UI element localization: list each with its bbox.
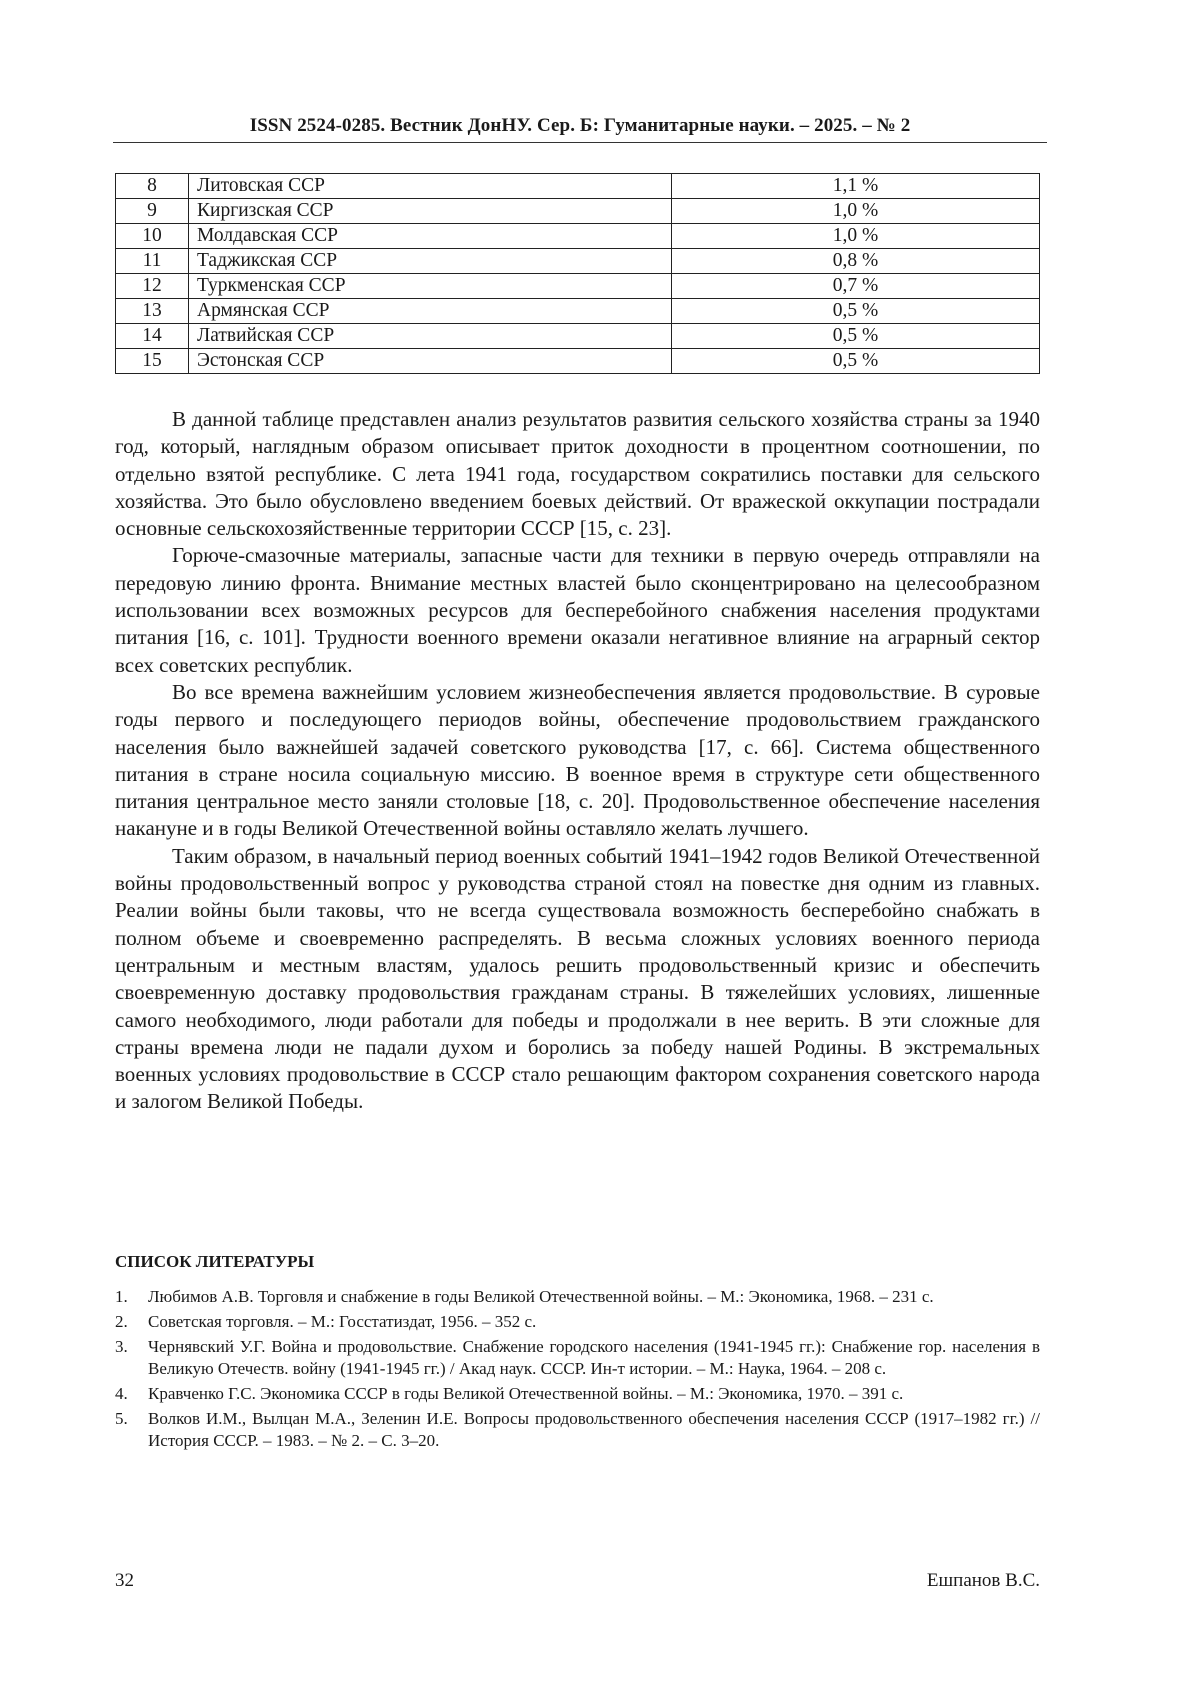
- row-number: 12: [116, 274, 189, 299]
- reference-number: 5.: [115, 1409, 128, 1428]
- republic-share-table: [115, 173, 1040, 374]
- reference-text: Чернявский У.Г. Война и продовольствие. Снабжение городского населения (1941-1945 гг.): Снабжение гор. населения в Великую Отечеств. войну (1941-1945 гг.) / Акад наук. СССР. Ин-т истории. – М.: Наука, 1964. – 208 с.: [148, 1337, 1040, 1378]
- share-value: 1,0 %: [672, 199, 1040, 224]
- table-row: [116, 199, 1040, 224]
- paragraph: Таким образом, в начальный период военных событий 1941–1942 годов Великой Отечественной войны продовольственный вопрос у руководства страной стоял на повестке дня одним из главных. Реалии войны были таковы, что не всегда существовала возможность бесперебойно снабжать в полном объеме и своевременно распределять. В весьма сложных условиях военного периода центральным и местным властям, удалось решить продовольственный кризис и обеспечить своевременную доставку продовольствия гражданам страны. В тяжелейших условиях, лишенные самого необходимого, люди работали для победы и продолжали в нее верить. В эти сложные для страны времена люди не падали духом и боролись за победу нашей Родины. В экстремальных военных условиях продовольствие в СССР стало решающим фактором сохранения советского народа и залогом Великой Победы.: [115, 843, 1040, 1114]
- republic-name: Эстонская ССР: [189, 349, 672, 374]
- table-row: [116, 299, 1040, 324]
- table-row: [116, 224, 1040, 249]
- footer-author: Ешпанов В.С.: [926, 1570, 1040, 1591]
- row-number: 8: [116, 174, 189, 199]
- reference-text: Волков И.М., Вылцан М.А., Зеленин И.Е. Вопросы продовольственного обеспечения населения СССР (1917–1982 гг.) // История СССР. – 1983. – № 2. – С. 3–20.: [148, 1409, 1040, 1450]
- republic-name: Армянская ССР: [189, 299, 672, 324]
- row-number: 14: [116, 324, 189, 349]
- row-number: 10: [116, 224, 189, 249]
- references-heading: СПИСОК ЛИТЕРАТУРЫ: [115, 1252, 315, 1271]
- reference-text: Любимов А.В. Торговля и снабжение в годы Великой Отечественной войны. – М.: Экономика, 1968. – 231 с.: [148, 1287, 934, 1306]
- republic-name: Латвийская ССР: [189, 324, 672, 349]
- share-value: 1,0 %: [672, 224, 1040, 249]
- table-row: [116, 274, 1040, 299]
- reference-item: [115, 1383, 1040, 1405]
- row-number: 15: [116, 349, 189, 374]
- table-row: [116, 349, 1040, 374]
- republic-name: Туркменская ССР: [189, 274, 672, 299]
- reference-item: [115, 1336, 1040, 1380]
- reference-number: 1.: [115, 1287, 128, 1306]
- reference-item: [115, 1311, 1040, 1333]
- page-number: 32: [115, 1570, 134, 1591]
- reference-number: 2.: [115, 1312, 128, 1331]
- row-number: 11: [116, 249, 189, 274]
- share-value: 0,5 %: [672, 324, 1040, 349]
- share-value: 0,5 %: [672, 299, 1040, 324]
- republic-name: Литовская ССР: [189, 174, 672, 199]
- reference-item: [115, 1408, 1040, 1452]
- republic-name: Киргизская ССР: [189, 199, 672, 224]
- reference-item: [115, 1286, 1040, 1308]
- paragraph: Горюче-смазочные материалы, запасные части для техники в первую очередь отправляли на передовую линию фронта. Внимание местных властей было сконцентрировано на целесообразном использовании всех возможных ресурсов для бесперебойного снабжения населения продуктами питания [16, с. 101]. Трудности военного времени оказали негативное влияние на аграрный сектор всех советских республик.: [115, 543, 1040, 677]
- reference-text: Советская торговля. – М.: Госстатиздат, 1956. – 352 с.: [148, 1312, 537, 1331]
- share-value: 0,5 %: [672, 349, 1040, 374]
- row-number: 13: [116, 299, 189, 324]
- reference-number: 4.: [115, 1384, 128, 1403]
- share-value: 0,8 %: [672, 249, 1040, 274]
- references-list: [115, 1286, 1040, 1455]
- republic-name: Молдавская ССР: [189, 224, 672, 249]
- table-row: [116, 174, 1040, 199]
- share-value: 0,7 %: [672, 274, 1040, 299]
- paragraph: Во все времена важнейшим условием жизнеобеспечения является продовольствие. В суровые годы первого и последующего периодов войны, обеспечение продовольствием гражданского населения было важнейшей задачей советского руководства [17, с. 66]. Система общественного питания в стране носила социальную миссию. В военное время в структуре сети общественного питания центральное место заняли столовые [18, с. 20]. Продовольственное обеспечение населения накануне и в годы Великой Отечественной войны оставляло желать лучшего.: [115, 679, 1040, 841]
- republic-name: Таджикская ССР: [189, 249, 672, 274]
- running-header: ISSN 2524-0285. Вестник ДонНУ. Сер. Б: Гуманитарные науки. – 2025. – № 2: [249, 115, 911, 136]
- reference-number: 3.: [115, 1337, 128, 1356]
- paragraph: В данной таблице представлен анализ результатов развития сельского хозяйства страны за 1940 год, который, наглядным образом описывает приток доходности в процентном соотношении, по отдельно взятой республике. С лета 1941 года, государством сократились поставки для сельского хозяйства. Это было обусловлено введением боевых действий. От вражеской оккупации пострадали основные сельскохозяйственные территории СССР [15, с. 23].: [115, 407, 1040, 541]
- reference-text: Кравченко Г.С. Экономика СССР в годы Великой Отечественной войны. – М.: Экономика, 1970. – 391 с.: [148, 1384, 904, 1403]
- header-rule: [113, 142, 1047, 143]
- table-row: [116, 324, 1040, 349]
- table-row: [116, 249, 1040, 274]
- article-body: [115, 406, 1040, 1116]
- share-value: 1,1 %: [672, 174, 1040, 199]
- row-number: 9: [116, 199, 189, 224]
